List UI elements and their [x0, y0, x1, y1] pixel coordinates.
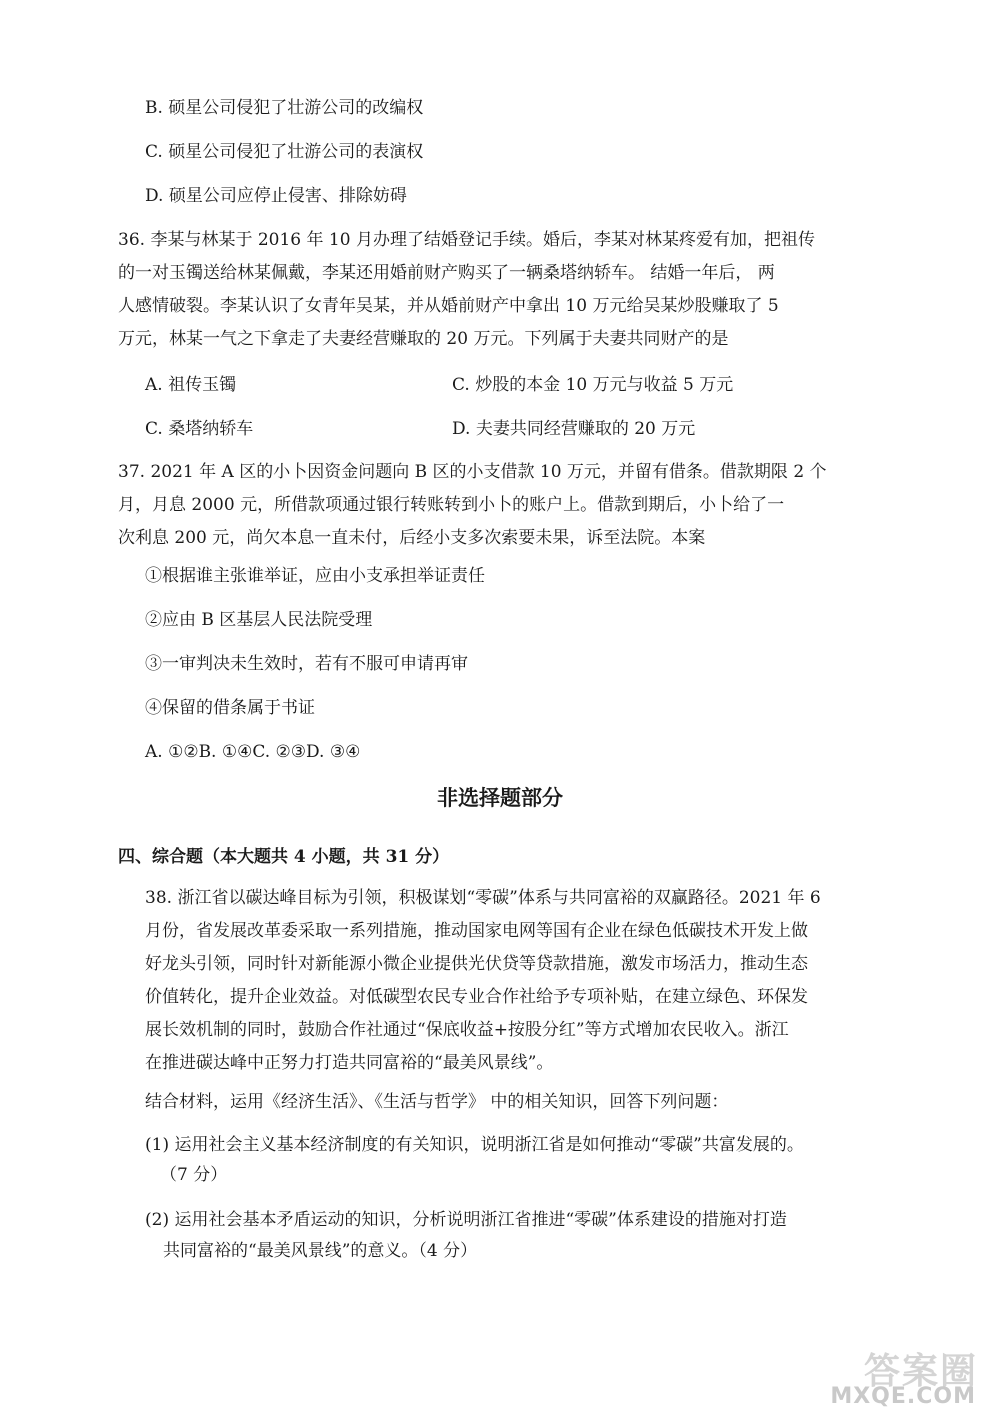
- section-title: 非选择题部分: [437, 786, 563, 810]
- q35-option-d: D. 硕星公司应停止侵害、排除妨碍: [145, 186, 407, 206]
- watermark-text-bottom: MXQE.COM: [830, 1384, 976, 1409]
- q38-material-line-3: 好龙头引领，同时针对新能源小微企业提供光伏贷等贷款措施，激发市场活力，推动生态: [145, 954, 808, 974]
- q38-material-line-2: 月份，省发展改革委采取一系列措施，推动国家电网等国有企业在绿色低碳技术开发上做: [145, 921, 808, 941]
- q37-statement-2: ②应由 B 区基层人民法院受理: [145, 610, 373, 630]
- q37-answer-options: A. ①②B. ①④C. ②③D. ③④: [145, 742, 361, 762]
- q37-stem-line-1: 37. 2021 年 A 区的小卜因资金问题向 B 区的小支借款 10 万元，并留有借条。借款期限 2 个: [118, 462, 827, 482]
- watermark-logo: [832, 1341, 982, 1409]
- q36-option-a: A. 祖传玉镯: [145, 375, 237, 395]
- q38-material-line-1: 38. 浙江省以碳达峰目标为引领，积极谋划“零碳”体系与共同富裕的双赢路径。2021 年 6: [145, 888, 821, 908]
- q38-subquestion-2-line-2: 共同富裕的“最美风景线”的意义。（4 分）: [163, 1241, 478, 1261]
- q36-stem-line-3: 人感情破裂。李某认识了女青年吴某，并从婚前财产中拿出 10 万元给吴某炒股赚取了 5: [118, 296, 779, 316]
- watermark-text-top: 答案圈: [863, 1351, 978, 1392]
- q37-stem-line-2: 月，月息 2000 元，所借款项通过银行转账转到小卜的账户上。借款到期后，小卜给了一: [118, 495, 785, 515]
- q35-option-b: B. 硕星公司侵犯了壮游公司的改编权: [145, 98, 424, 118]
- q38-subquestion-2: (2) 运用社会基本矛盾运动的知识，分析说明浙江省推进“零碳”体系建设的措施对打造: [145, 1210, 787, 1230]
- q38-material-line-5: 展长效机制的同时，鼓励合作社通过“保底收益+按股分红”等方式增加农民收入。浙江: [145, 1020, 789, 1040]
- q35-option-c: C. 硕星公司侵犯了壮游公司的表演权: [145, 142, 424, 162]
- q36-option-d: D. 夫妻共同经营赚取的 20 万元: [452, 419, 696, 439]
- q36-stem-line-4: 万元，林某一气之下拿走了夫妻经营赚取的 20 万元。下列属于夫妻共同财产的是: [118, 329, 729, 349]
- q37-statement-1: ①根据谁主张谁举证，应由小支承担举证责任: [145, 566, 485, 586]
- part4-heading: 四、综合题（本大题共 4 小题，共 31 分）: [118, 847, 450, 867]
- q37-statement-3: ③一审判决未生效时，若有不服可申请再审: [145, 654, 468, 674]
- q38-subquestion-1: (1) 运用社会主义基本经济制度的有关知识，说明浙江省是如何推动“零碳”共富发展的。: [145, 1135, 804, 1155]
- q38-subquestion-1-score: （7 分）: [160, 1165, 228, 1185]
- q36-option-c1: C. 炒股的本金 10 万元与收益 5 万元: [452, 375, 734, 395]
- q36-stem-line-1: 36. 李某与林某于 2016 年 10 月办理了结婚登记手续。婚后，李某对林某疼爱有加，把祖传: [118, 230, 815, 250]
- q38-material-line-6: 在推进碳达峰中正努力打造共同富裕的“最美风景线”。: [145, 1053, 554, 1073]
- q38-instruction: 结合材料，运用《经济生活》、《生活与哲学》 中的相关知识，回答下列问题：: [145, 1092, 729, 1112]
- q38-material-line-4: 价值转化，提升企业效益。对低碳型农民专业合作社给予专项补贴，在建立绿色、环保发: [145, 987, 808, 1007]
- q37-stem-line-3: 次利息 200 元，尚欠本息一直未付，后经小支多次索要未果，诉至法院。本案: [118, 528, 706, 548]
- q36-option-c2: C. 桑塔纳轿车: [145, 419, 254, 439]
- q36-stem-line-2: 的一对玉镯送给林某佩戴，李某还用婚前财产购买了一辆桑塔纳轿车。 结婚一年后， 两: [118, 263, 775, 283]
- q37-statement-4: ④保留的借条属于书证: [145, 698, 315, 718]
